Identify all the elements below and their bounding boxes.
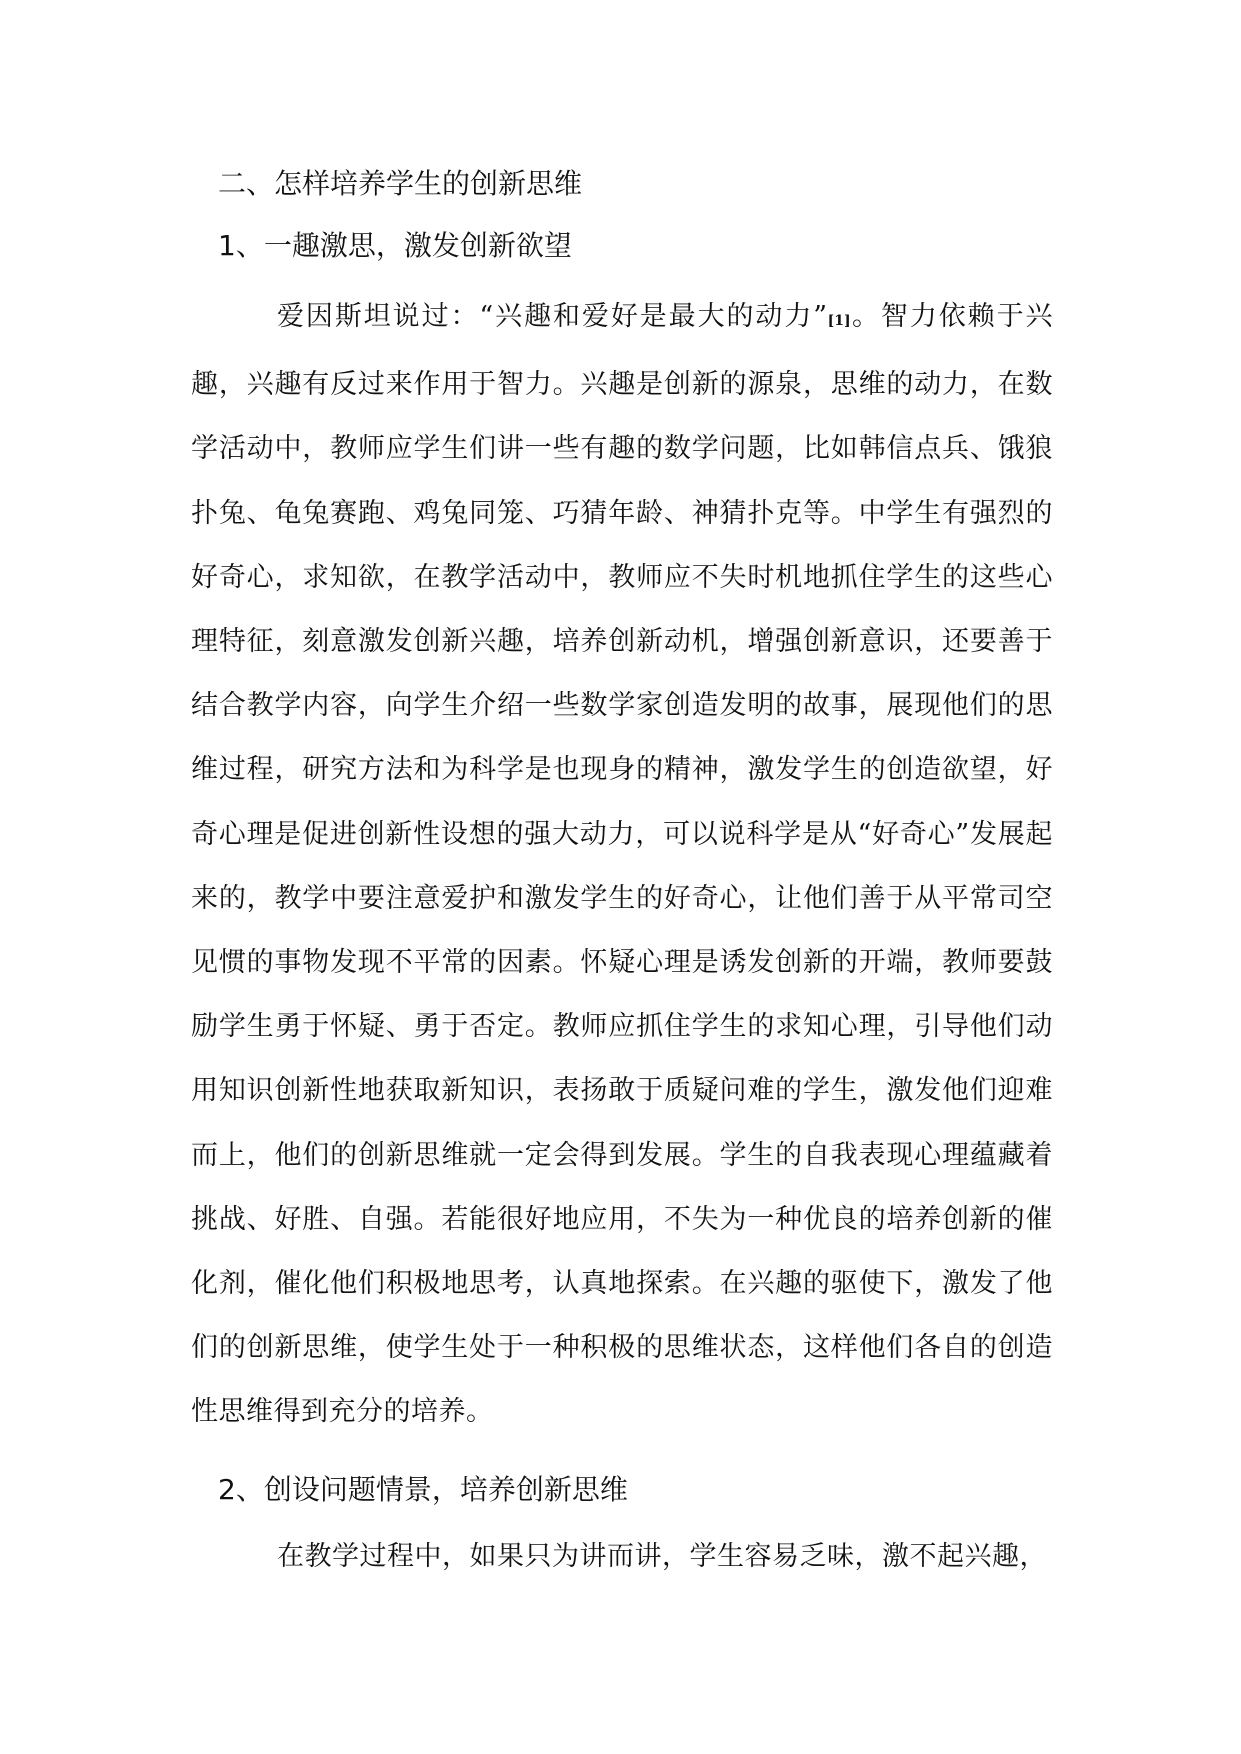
paragraph-lead-text: 爱因斯坦说过：“兴趣和爱好是最大的动力” bbox=[277, 301, 828, 332]
citation-marker: [1] bbox=[827, 313, 851, 329]
subsection-heading-1: 1、一趣激思，激发创新欲望 bbox=[218, 229, 572, 262]
section-heading: 二、怎样培养学生的创新思维 bbox=[218, 167, 583, 200]
paragraph-body-text: 。智力依赖于兴趣，兴趣有反过来作用于智力。兴趣是创新的源泉，思维的动力，在数学活动中，教师应学生们讲一些有趣的数学问题，比如韩信点兵、饿狼扑兔、龟兔赛跑、鸡兔同笼、巧猜年龄、神猜扑克等。中学生有强烈的好奇心，求知欲，在教学活动中，教师应不失时机地抓住学生的这些心理特征，刻意激发创新兴趣，培养创新动机，增强创新意识，还要善于结合教学内容，向学生介绍一些数学家创造发明的故事，展现他们的思维过程，研究方法和为科学是也现身的精神，激发学生的创造欲望，好奇心理是促进创新性设想的强大动力，可以说科学是从“好奇心”发展起来的，教学中要注意爱护和激发学生的好奇心，让他们善于从平常司空见惯的事物发现不平常的因素。怀疑心理是诱发创新的开端，教师要鼓励学生勇于怀疑、勇于否定。教师应抓住学生的求知心理，引导他们动用知识创新性地获取新知识，表扬敢于质疑问难的学生，激发他们迎难而上，他们的创新思维就一定会得到发展。学生的自我表现心理蕴藏着挑战、好胜、自强。若能很好地应用，不失为一种优良的培养创新的催化剂，催化他们积极地思考，认真地探索。在兴趣的驱使下，激发了他们的创新思维，使学生处于一种积极的思维状态，这样他们各自的创造性思维得到充分的培养。 bbox=[191, 301, 1054, 1428]
body-paragraph-1 bbox=[191, 285, 1053, 1445]
subsection-heading-2: 2、创设问题情景，培养创新思维 bbox=[218, 1473, 628, 1506]
body-paragraph-2: 在教学过程中，如果只为讲而讲，学生容易乏味，激不起兴趣， bbox=[277, 1541, 1047, 1572]
